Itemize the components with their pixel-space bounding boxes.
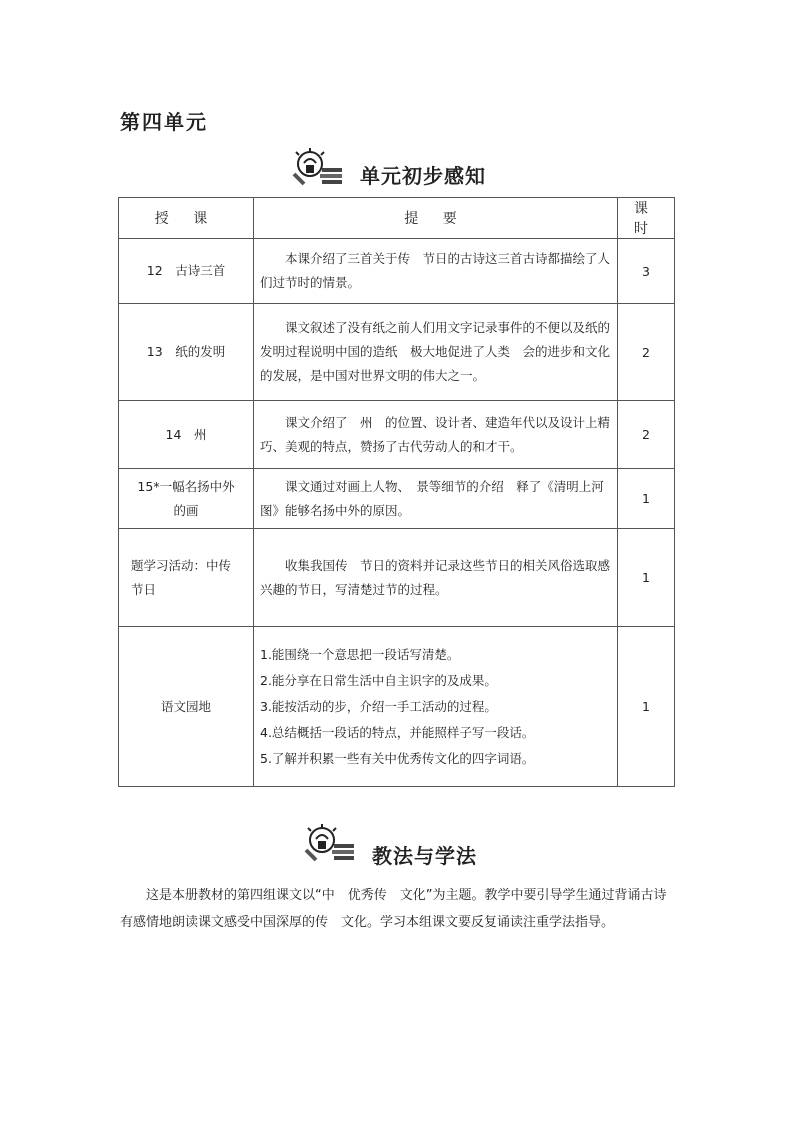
lesson-summary: 本课介绍了三首关于传 节日的古诗这三首古诗都描绘了人们过节时的情景。	[260, 251, 611, 290]
unit-title: 第四单元	[120, 110, 208, 134]
lesson-name: 15*一幅名扬中外的画	[119, 469, 254, 529]
lesson-hours: 1	[618, 529, 675, 627]
header-hours: 课 时	[618, 198, 675, 239]
lesson-name: 语文园地	[119, 627, 254, 787]
lesson-summary: 课文叙述了没有纸之前人们用文字记录事件的不便以及纸的发明过程说明中国的造纸 极大地促进了人类 会的进步和文化的发展，是中国对世界文明的伟大之一。	[260, 320, 611, 383]
lesson-hours: 3	[618, 239, 675, 304]
goal-item: 1.能围绕一个意思把一段话写清楚。	[260, 646, 460, 662]
lesson-summary: 收集我国传 节日的资料并记录这些节日的相关风俗选取感兴趣的节日，写清楚过节的过程。	[260, 557, 611, 597]
goal-item: 5.了解并积累一些有关中优秀传文化的四字词语。	[260, 750, 535, 766]
header-lesson: 授 课	[119, 198, 254, 239]
section-title-2: 教法与学法	[372, 844, 477, 868]
table-row	[119, 627, 675, 787]
lightbulb-books-icon	[298, 824, 358, 868]
lesson-summary: 课文介绍了 州 的位置、设计者、建造年代以及设计上精巧、美观的特点，赞扬了古代劳动人的和才干。	[260, 414, 611, 454]
lesson-name: 题学习活动：中传节日	[119, 529, 254, 627]
table-header-row	[119, 198, 675, 239]
table-row	[119, 304, 675, 401]
lesson-summary: 课文通过对画上人物、 景等细节的介绍 释了《清明上河图》能够名扬中外的原因。	[260, 478, 604, 518]
header-summary: 提 要	[254, 198, 618, 239]
table-row	[119, 401, 675, 469]
lesson-name: 12 古诗三首	[119, 239, 254, 304]
goals-list	[254, 627, 618, 787]
table-row	[119, 239, 675, 304]
table-row	[119, 469, 675, 529]
lesson-hours: 2	[618, 304, 675, 401]
lightbulb-books-icon	[286, 148, 346, 192]
teaching-method-paragraph: 这是本册教材的第四组课文以“中 优秀传 文化”为主题。教学中要引导学生通过背诵古诗有感情地朗读课文感受中国深厚的传 文化。学习本组课文要反复诵读注重学法指导。	[120, 888, 667, 930]
lesson-hours: 1	[618, 627, 675, 787]
lesson-name: 13 纸的发明	[119, 304, 254, 401]
lesson-hours: 1	[618, 469, 675, 529]
lesson-hours: 2	[618, 401, 675, 469]
goal-item: 2.能分享在日常生活中自主识字的及成果。	[260, 672, 497, 688]
section-heading-1	[0, 148, 794, 198]
goal-item: 4.总结概括一段话的特点，并能照样子写一段话。	[260, 724, 535, 740]
table-row	[119, 529, 675, 627]
unit-outline-table	[118, 197, 675, 787]
section-heading-2	[0, 824, 794, 874]
section-title-1: 单元初步感知	[360, 164, 486, 188]
goal-item: 3.能按活动的步，介绍一手工活动的过程。	[260, 698, 497, 714]
lesson-name: 14 州	[119, 401, 254, 469]
